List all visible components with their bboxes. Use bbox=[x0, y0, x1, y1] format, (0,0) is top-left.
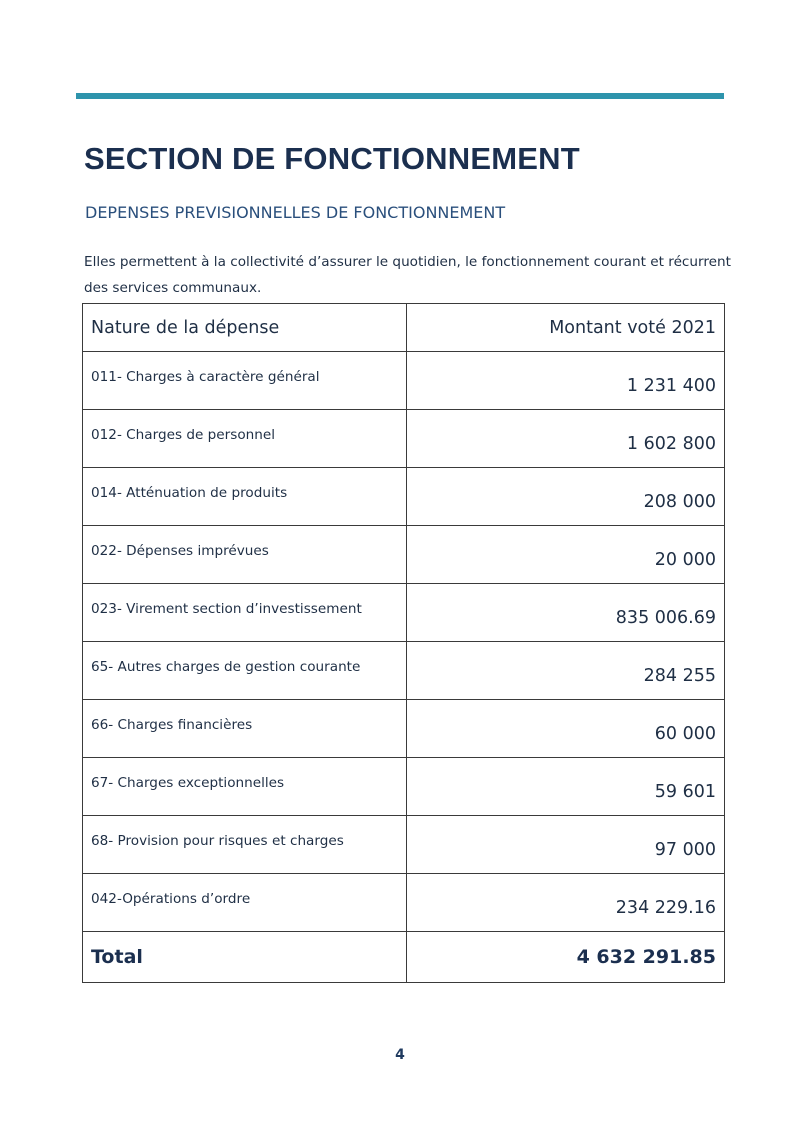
section-subtitle: DEPENSES PREVISIONNELLES DE FONCTIONNEMENT bbox=[85, 203, 506, 222]
page-title: SECTION DE FONCTIONNEMENT bbox=[84, 141, 580, 176]
expense-nature: 023- Virement section d’investissement bbox=[83, 584, 407, 642]
table-row bbox=[83, 352, 725, 410]
expenses-table bbox=[82, 303, 725, 983]
expense-amount: 59 601 bbox=[407, 758, 725, 816]
table-row bbox=[83, 816, 725, 874]
expense-amount: 60 000 bbox=[407, 700, 725, 758]
expense-amount: 208 000 bbox=[407, 468, 725, 526]
page-number: 4 bbox=[395, 1047, 405, 1063]
expense-amount: 1 231 400 bbox=[407, 352, 725, 410]
table-row bbox=[83, 642, 725, 700]
total-row bbox=[83, 932, 725, 983]
expense-nature: 66- Charges financières bbox=[83, 700, 407, 758]
header-rule bbox=[76, 93, 724, 99]
expense-amount: 835 006.69 bbox=[407, 584, 725, 642]
column-header-montant: Montant voté 2021 bbox=[407, 304, 725, 352]
table-row bbox=[83, 468, 725, 526]
expense-nature: 65- Autres charges de gestion courante bbox=[83, 642, 407, 700]
total-amount: 4 632 291.85 bbox=[407, 932, 725, 983]
total-label: Total bbox=[83, 932, 407, 983]
expense-nature: 011- Charges à caractère général bbox=[83, 352, 407, 410]
expense-amount: 20 000 bbox=[407, 526, 725, 584]
table-header-row bbox=[83, 304, 725, 352]
table-row bbox=[83, 526, 725, 584]
expense-amount: 234 229.16 bbox=[407, 874, 725, 932]
table-row bbox=[83, 874, 725, 932]
table-row bbox=[83, 410, 725, 468]
expense-amount: 97 000 bbox=[407, 816, 725, 874]
intro-paragraph: Elles permettent à la collectivité d’assurer le quotidien, le fonctionnement courant et récurrent des services communaux. bbox=[84, 254, 731, 296]
table-row bbox=[83, 758, 725, 816]
expense-amount: 1 602 800 bbox=[407, 410, 725, 468]
table-row bbox=[83, 700, 725, 758]
expense-amount: 284 255 bbox=[407, 642, 725, 700]
expense-nature: 67- Charges exceptionnelles bbox=[83, 758, 407, 816]
table-row bbox=[83, 584, 725, 642]
expense-nature: 68- Provision pour risques et charges bbox=[83, 816, 407, 874]
column-header-nature: Nature de la dépense bbox=[83, 304, 407, 352]
expense-nature: 014- Atténuation de produits bbox=[83, 468, 407, 526]
expense-nature: 042-Opérations d’ordre bbox=[83, 874, 407, 932]
expense-nature: 012- Charges de personnel bbox=[83, 410, 407, 468]
expense-nature: 022- Dépenses imprévues bbox=[83, 526, 407, 584]
